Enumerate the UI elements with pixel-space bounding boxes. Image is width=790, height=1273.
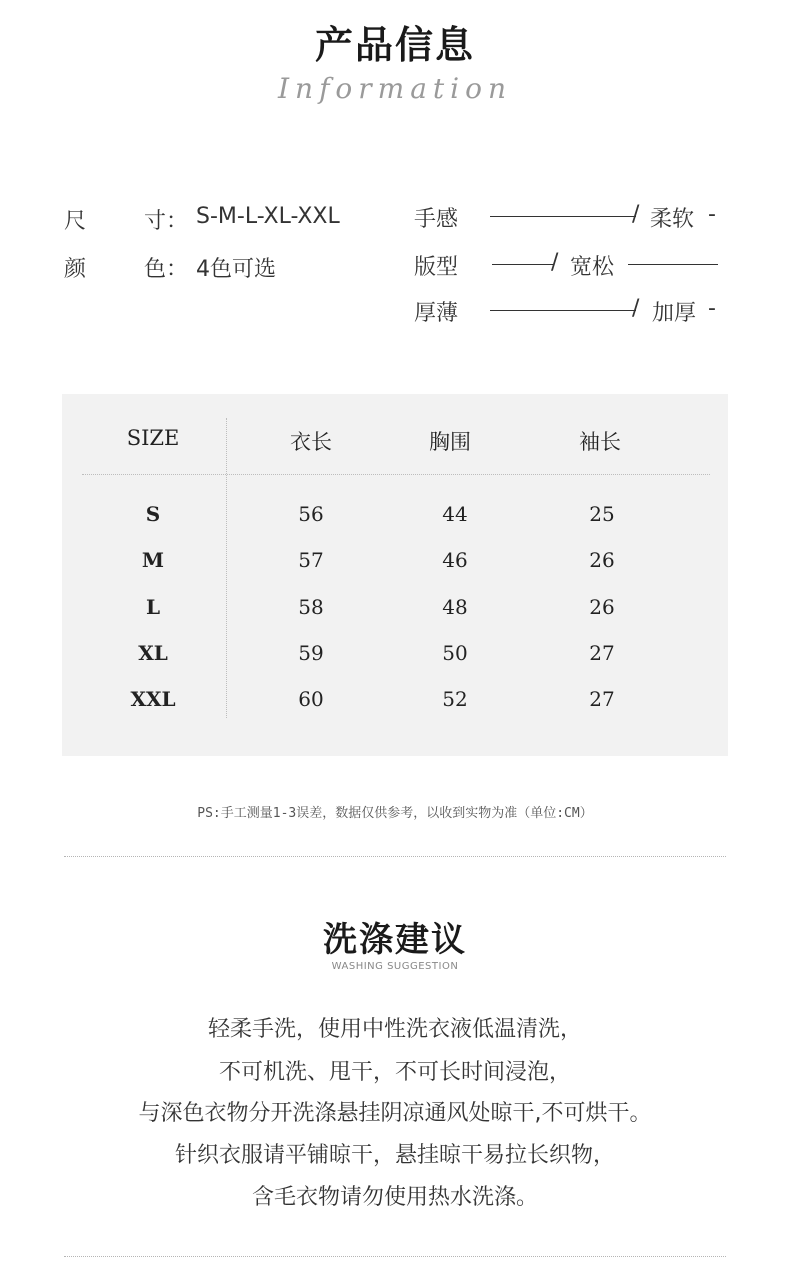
header-length: 衣长 [290, 430, 332, 454]
cell-length: 59 [298, 641, 324, 665]
cell-sleeve: 27 [589, 641, 615, 665]
feel-value-thickness: 加厚 [652, 301, 697, 326]
cell-sleeve: 27 [589, 687, 615, 711]
cell-chest: 46 [442, 548, 468, 572]
size-value: S-M-L-XL-XXL [196, 204, 340, 229]
cell-sleeve: 26 [589, 548, 615, 572]
page-subtitle: Information [277, 72, 513, 105]
page-title: 产品信息 [314, 22, 475, 67]
cell-chest: 44 [442, 502, 468, 526]
cell-size: S [145, 502, 161, 526]
washing-title: 洗涤建议 [323, 920, 467, 960]
cell-size: XXL [130, 687, 176, 711]
washing-line: 含毛衣物请勿使用热水洗涤。 [251, 1185, 538, 1210]
cell-size: XL [138, 641, 168, 665]
washing-line: 与深色衣物分开洗涤悬挂阴凉通风处晾干,不可烘干。 [138, 1101, 652, 1126]
scale-marker: / [551, 250, 559, 275]
cell-length: 58 [298, 595, 324, 619]
section-divider [64, 1256, 726, 1257]
cell-length: 57 [298, 548, 324, 572]
cell-size: M [141, 548, 165, 572]
cell-length: 60 [298, 687, 324, 711]
scale-end: - [708, 202, 716, 227]
scale-line [492, 264, 554, 265]
scale-marker: / [632, 296, 640, 321]
feel-value-fit: 宽松 [570, 255, 615, 280]
cell-length: 56 [298, 502, 324, 526]
size-label-suffix: 寸： [144, 209, 189, 234]
cell-size: L [145, 595, 161, 619]
scale-end: - [708, 296, 716, 321]
header-chest: 胸围 [429, 430, 471, 454]
table-divider-horizontal [82, 474, 710, 475]
cell-chest: 52 [442, 687, 468, 711]
cell-chest: 50 [442, 641, 468, 665]
feel-label-hand: 手感 [414, 207, 459, 232]
washing-line: 针织衣服请平铺晾干，悬挂晾干易拉长织物， [174, 1143, 615, 1168]
scale-line [490, 216, 636, 217]
color-label-suffix: 色： [144, 257, 189, 282]
scale-line [628, 264, 718, 265]
color-value: 4色可选 [196, 257, 276, 282]
header-sleeve: 袖长 [579, 430, 621, 454]
washing-line: 轻柔手洗，使用中性洗衣液低温清洗， [207, 1017, 582, 1042]
cell-chest: 48 [442, 595, 468, 619]
washing-line: 不可机洗、甩干，不可长时间浸泡， [218, 1060, 571, 1085]
size-label: 尺 [64, 209, 87, 234]
feel-label-fit: 版型 [414, 255, 459, 280]
scale-marker: / [632, 202, 640, 227]
section-divider [64, 856, 726, 857]
feel-value-hand: 柔软 [650, 207, 695, 232]
header-size: SIZE [126, 426, 180, 450]
washing-subtitle: WASHING SUGGESTION [331, 961, 459, 972]
table-divider-vertical [226, 418, 227, 718]
cell-sleeve: 25 [589, 502, 615, 526]
measurement-note: PS:手工测量1-3误差，数据仅供参考，以收到实物为准（单位:CM） [197, 806, 593, 821]
scale-line [490, 310, 636, 311]
cell-sleeve: 26 [589, 595, 615, 619]
color-label: 颜 [64, 257, 87, 282]
feel-label-thickness: 厚薄 [414, 301, 459, 326]
